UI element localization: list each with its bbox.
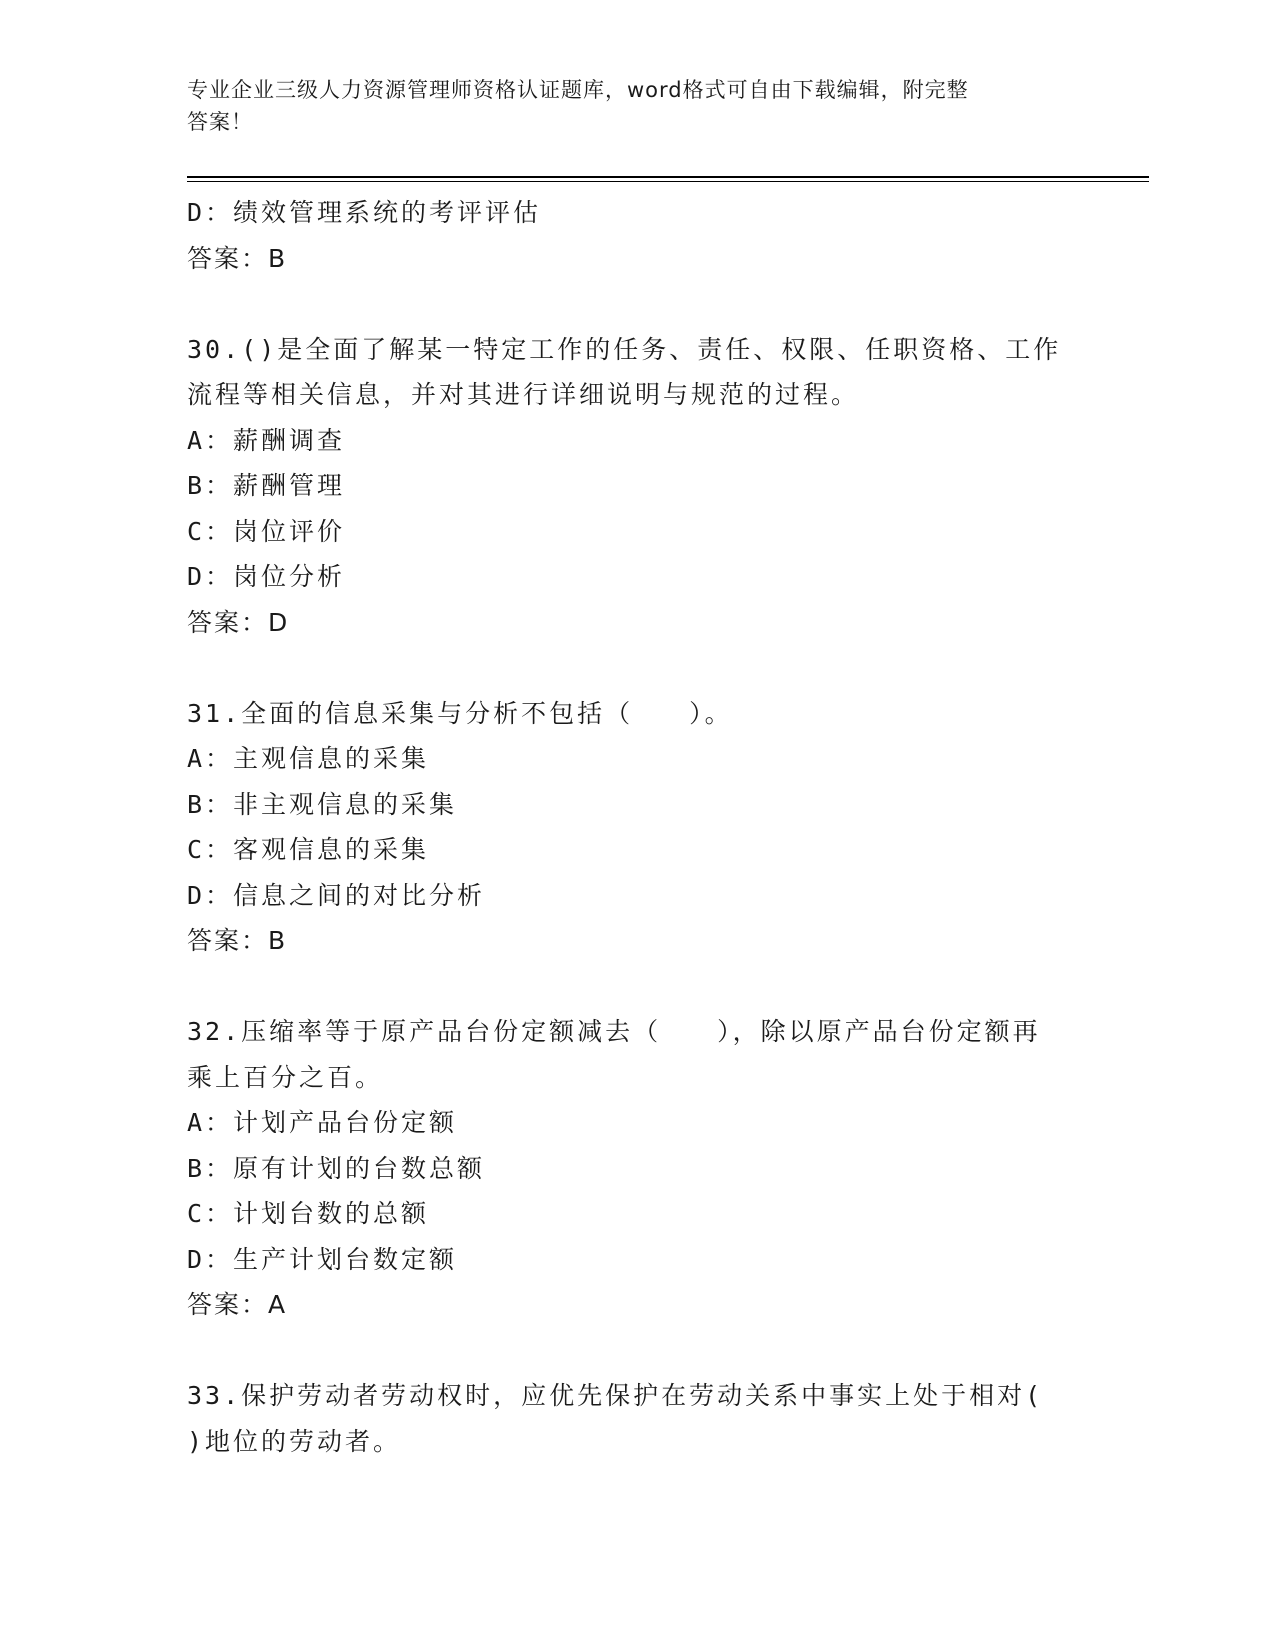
option-d: D：绩效管理系统的考评评估 (187, 198, 542, 227)
answer: 答案：D (187, 607, 290, 637)
header-divider (187, 176, 1149, 178)
option-d: D：信息之间的对比分析 (187, 880, 486, 910)
question-list (187, 190, 1087, 1464)
answer: 答案：B (187, 926, 288, 955)
option-b: B：非主观信息的采集 (187, 789, 458, 819)
answer: 答案：B (187, 243, 288, 273)
question-31-text: 31.全面的信息采集与分析不包括（ ）。 (187, 698, 733, 728)
question-30-text-cont: 流程等相关信息，并对其进行详细说明与规范的过程。 (187, 380, 860, 409)
option-a: A：计划产品台份定额 (187, 1108, 458, 1137)
header-divider-thin (187, 181, 1149, 182)
option-a: A：主观信息的采集 (187, 744, 430, 773)
document-header (187, 74, 1067, 138)
spacer (187, 645, 1087, 691)
option-d: D：生产计划台数定额 (187, 1244, 458, 1274)
option-c: C：客观信息的采集 (187, 835, 430, 864)
option-c: C：岗位评价 (187, 516, 346, 546)
answer: 答案：A (187, 1290, 288, 1319)
option-c: C：计划台数的总额 (187, 1199, 430, 1228)
question-32-text: 32.压缩率等于原产品台份定额减去（ ），除以原产品台份定额再 (187, 1017, 1041, 1046)
question-33-text-cont: )地位的劳动者。 (187, 1426, 402, 1456)
question-32-text-cont: 乘上百分之百。 (187, 1062, 384, 1092)
spacer (187, 1328, 1087, 1374)
option-b: B：薪酬管理 (187, 471, 346, 500)
question-30-text: 30.()是全面了解某一特定工作的任务、责任、权限、任职资格、工作 (187, 334, 1062, 364)
spacer (187, 964, 1087, 1010)
spacer (187, 281, 1087, 327)
option-b: B：原有计划的台数总额 (187, 1153, 486, 1183)
option-d: D：岗位分析 (187, 562, 346, 591)
question-33-text: 33.保护劳动者劳动权时，应优先保护在劳动关系中事实上处于相对( (187, 1381, 1044, 1410)
header-line-1: 专业企业三级人力资源管理师资格认证题库，word格式可自由下载编辑，附完整 (187, 78, 969, 102)
header-line-2: 答案！ (187, 110, 253, 134)
option-a: A：薪酬调查 (187, 425, 346, 455)
